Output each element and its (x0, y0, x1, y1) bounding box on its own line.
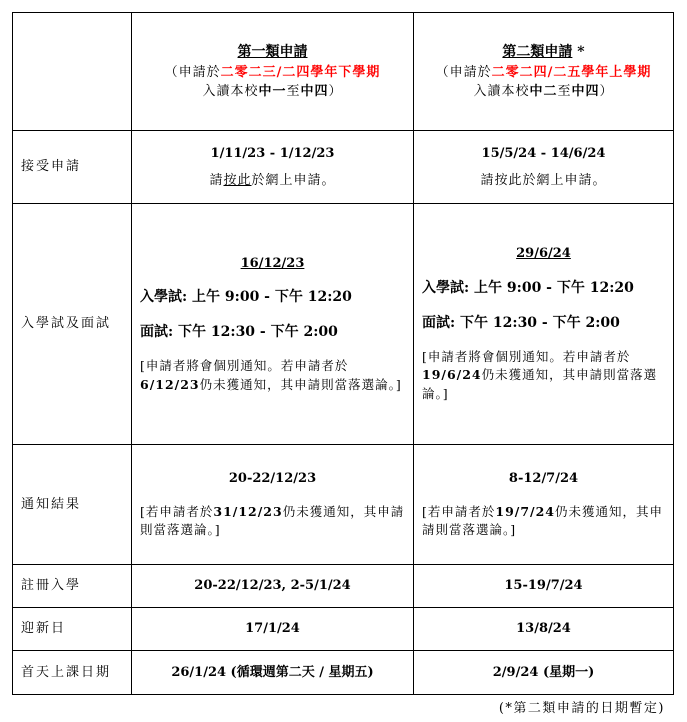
orientation-cat2: 13/8/24 (414, 608, 674, 651)
first-day-label: 首天上課日期 (13, 651, 132, 695)
accept-cat2 (414, 131, 674, 204)
exam-cat1-exam-time (140, 287, 405, 308)
result-cat2-notice-a: [若申請者於 (422, 503, 496, 519)
result-cat2 (414, 445, 674, 565)
result-cat1-notice-date: 31/12/23 (213, 503, 283, 519)
exam-cat1 (132, 204, 414, 445)
exam-cat2-notice (422, 348, 665, 404)
exam-cat2-interview-time-value: 下午 12:30 - 下午 2:00 (455, 314, 620, 331)
exam-cat1-interview-label: 面試: (140, 324, 174, 340)
apply-online-link[interactable]: 按此 (223, 173, 252, 188)
result-cat2-notice (422, 503, 665, 541)
result-row (13, 445, 674, 565)
exam-cat1-notice-a: [申請者將會個別通知。若申請者於 (140, 358, 349, 373)
exam-cat1-exam-label: 入學試: (140, 289, 188, 305)
cat2-title: 第二類申請 (502, 43, 573, 60)
exam-cat2-exam-time-value: 上午 9:00 - 下午 12:20 (469, 279, 634, 296)
result-cat1 (132, 445, 414, 565)
cat1-forms-line (132, 82, 413, 102)
cat2-form-to: 中四 (571, 84, 600, 99)
orientation-row (13, 608, 674, 651)
exam-cat1-date: 16/12/23 (240, 255, 305, 271)
cat2-header (414, 13, 674, 131)
exam-cat2-notice-date: 19/6/24 (422, 367, 482, 383)
cat1-to: 至 (286, 84, 301, 99)
register-label: 註冊入學 (13, 565, 132, 608)
accept-cat1-note-prefix: 請 (209, 173, 224, 188)
register-cat1: 20-22/12/23, 2-5/1/24 (132, 565, 414, 608)
cat1-period: 二零二三/二四學年下學期 (220, 64, 381, 80)
cat2-paren-close: ） (599, 84, 614, 99)
exam-cat2-notice-b: 仍未獲通知，其申請則當落選論。] (422, 367, 658, 402)
first-day-cat1: 26/1/24 (循環週第二天 / 星期五) (132, 651, 414, 695)
first-day-row (13, 651, 674, 695)
exam-cat1-notice (140, 357, 405, 395)
exam-cat1-notice-b: 仍未獲通知，其申請則當落選論。] (199, 376, 402, 392)
cat1-period-line (132, 63, 413, 83)
cat1-paren-close: ） (328, 84, 343, 99)
cat2-title-line (414, 42, 673, 63)
cat2-entry-text: 入讀本校 (473, 84, 530, 99)
cat1-form-from: 中一 (258, 84, 287, 99)
exam-cat2-date: 29/6/24 (516, 246, 571, 262)
admission-schedule-table (12, 12, 674, 695)
cat1-paren-open: （申請於 (164, 64, 221, 80)
exam-row (13, 204, 674, 445)
exam-cat2-exam-time (422, 278, 665, 299)
exam-cat2-interview-label: 面試: (422, 314, 456, 331)
cat2-form-from: 中二 (529, 84, 558, 99)
result-cat2-date: 8-12/7/24 (508, 471, 579, 486)
accept-cat1-date: 1/11/23 - 1/12/23 (210, 145, 335, 161)
exam-cat2 (414, 204, 674, 445)
exam-cat1-notice-date: 6/12/23 (140, 376, 200, 392)
orientation-cat1: 17/1/24 (132, 608, 414, 651)
register-row (13, 565, 674, 608)
cat2-star: * (572, 43, 585, 60)
cat2-paren-open: （申請於 (435, 64, 492, 80)
cat1-header (132, 13, 414, 131)
exam-cat1-interview-time (140, 322, 405, 343)
accept-cat1-note (132, 171, 413, 191)
accept-row (13, 131, 674, 204)
header-row (13, 13, 674, 131)
accept-cat1 (132, 131, 414, 204)
exam-cat1-interview-time-value: 下午 12:30 - 下午 2:00 (173, 324, 338, 340)
header-corner (13, 13, 132, 131)
result-cat2-notice-b: 仍未獲通知，其申請則當落選論。] (422, 503, 664, 538)
result-cat1-notice-a: [若申請者於 (140, 503, 214, 519)
orientation-label: 迎新日 (13, 608, 132, 651)
register-cat2: 15-19/7/24 (414, 565, 674, 608)
result-cat1-notice-b: 仍未獲通知，其申請則當落選論。] (140, 503, 405, 538)
exam-cat2-notice-a: [申請者將會個別通知。若申請者於 (422, 348, 631, 364)
cat1-entry-text: 入讀本校 (202, 84, 259, 99)
result-cat2-notice-date: 19/7/24 (495, 503, 556, 519)
cat1-title: 第一類申請 (237, 43, 308, 60)
accept-cat1-note-suffix: 於網上申請。 (251, 173, 336, 188)
cat2-period: 二零二四/二五學年上學期 (491, 64, 652, 80)
exam-label: 入學試及面試 (13, 204, 132, 445)
exam-cat2-interview-time (422, 313, 665, 334)
result-cat1-date: 20-22/12/23 (228, 471, 317, 486)
exam-cat1-exam-time-value: 上午 9:00 - 下午 12:20 (187, 289, 352, 305)
exam-cat2-exam-label: 入學試: (422, 279, 470, 296)
cat2-period-line (414, 63, 673, 83)
first-day-cat2: 2/9/24 (星期一) (414, 651, 674, 695)
result-label: 通知結果 (13, 445, 132, 565)
cat2-forms-line (414, 82, 673, 102)
cat1-form-to: 中四 (300, 84, 329, 99)
accept-cat2-note: 請按此於網上申請。 (480, 173, 607, 188)
accept-label: 接受申請 (13, 131, 132, 204)
footnote: (*第二類申請的日期暫定) (498, 701, 665, 716)
accept-cat2-date: 15/5/24 - 14/6/24 (481, 145, 606, 161)
cat2-to: 至 (557, 84, 572, 99)
result-cat1-notice (140, 503, 405, 541)
